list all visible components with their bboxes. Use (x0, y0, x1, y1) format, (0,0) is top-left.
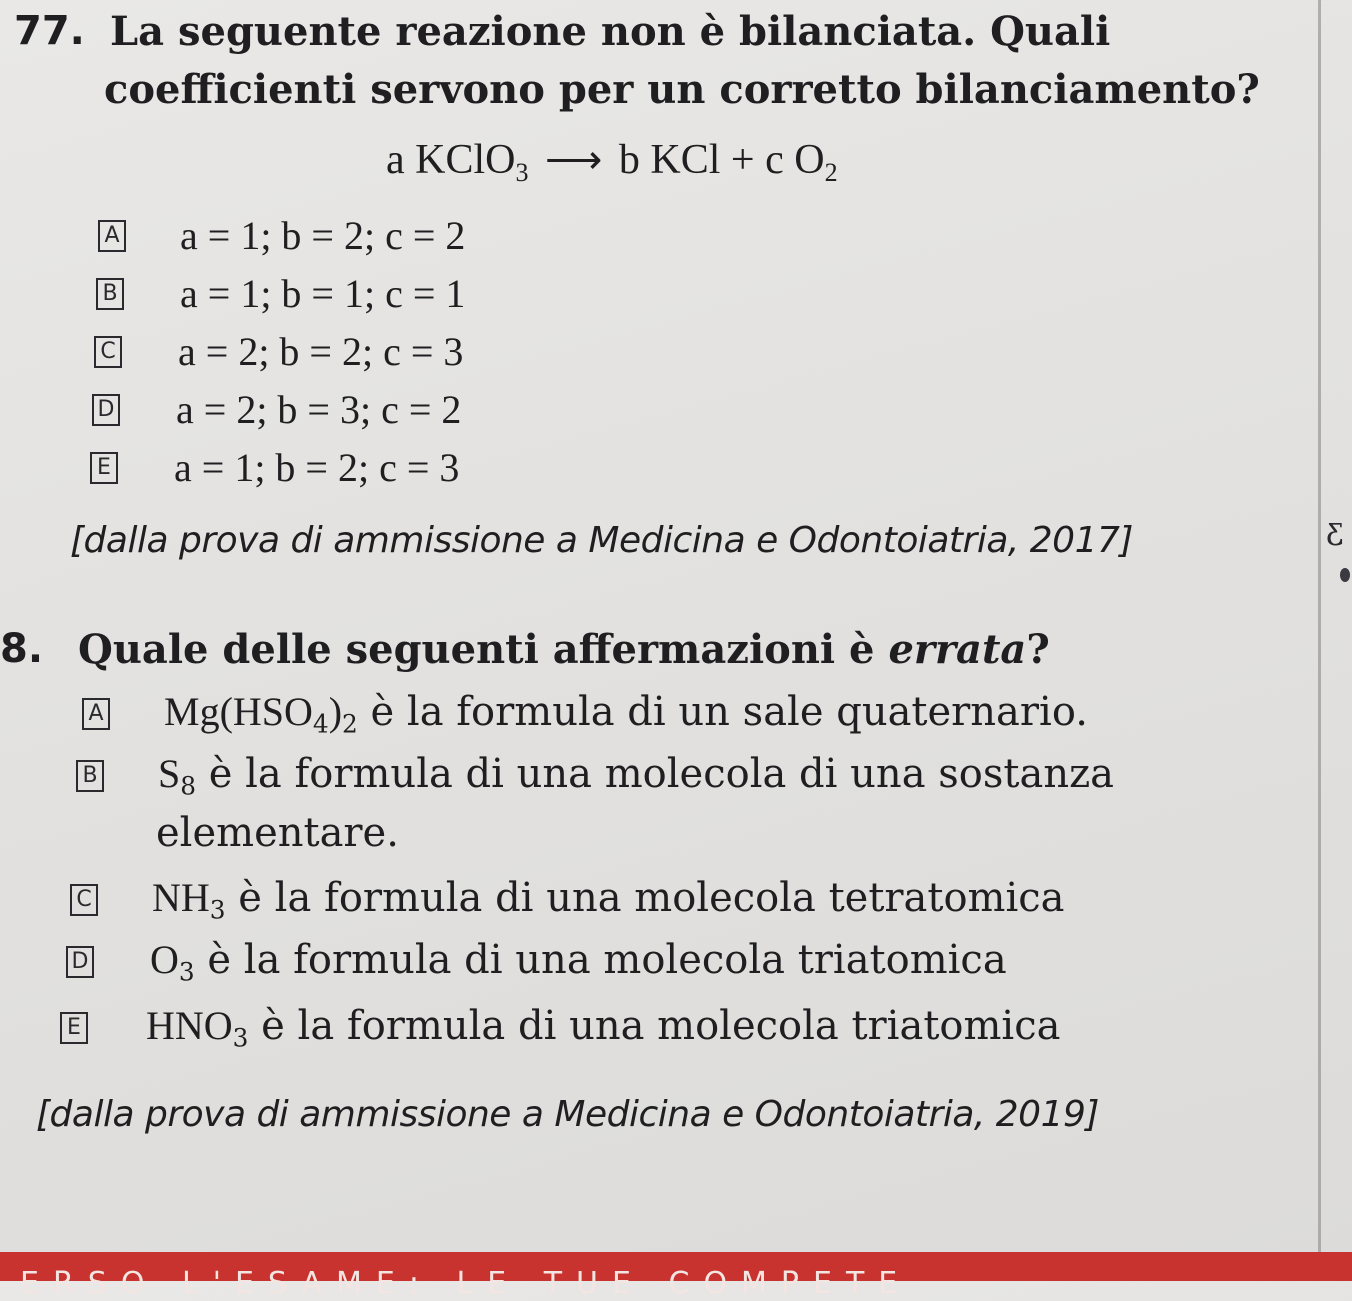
option-text (150, 936, 1007, 987)
option-text-line2: elementare. (156, 810, 399, 856)
reactant-formula: KClO (415, 137, 516, 183)
margin-mark: ƹ (1326, 512, 1343, 547)
q78-source: [dalla prova di ammissione a Medicina e Odontoiatria, 2019] (36, 1094, 1099, 1135)
option-letter-box[interactable]: E (60, 1012, 88, 1044)
option-letter-box[interactable]: A (82, 698, 110, 730)
coef-c: c (765, 137, 784, 183)
option-letter-box[interactable]: E (90, 452, 118, 484)
reaction-arrow-icon: ⟶ (545, 137, 603, 182)
formula: Mg(HSO (164, 689, 313, 734)
formula-subscript: 3 (232, 1023, 249, 1053)
option-text: a = 1; b = 1; c = 1 (180, 271, 466, 316)
formula: HNO (146, 1003, 233, 1048)
formula-subscript: 4 (312, 709, 329, 739)
option-letter-box[interactable]: B (96, 278, 124, 310)
statement: è la formula di una molecola triatomica (194, 937, 1007, 983)
option-text: a = 2; b = 2; c = 3 (178, 329, 464, 374)
question-77-stem-line1: La seguente reazione non è bilanciata. Quali (110, 8, 1111, 55)
option-letter-box[interactable]: C (70, 884, 98, 916)
option-text: a = 1; b = 2; c = 2 (180, 213, 466, 258)
option-text (158, 750, 1114, 801)
statement: è la formula di una molecola triatomica (248, 1003, 1061, 1049)
option-text (146, 1002, 1061, 1053)
option-text: a = 1; b = 2; c = 3 (174, 445, 460, 490)
option-letter-box[interactable]: B (76, 760, 104, 792)
page-edge-divider (1318, 0, 1321, 1281)
formula: S (158, 751, 181, 796)
statement: è la formula di una molecola di una sostanza (196, 751, 1114, 797)
product2-subscript: 2 (824, 157, 838, 187)
margin-dot (1340, 568, 1350, 582)
option-letter-box[interactable]: C (94, 336, 122, 368)
coef-a: a (386, 137, 405, 183)
formula-subscript: 3 (209, 895, 226, 925)
option-text: a = 2; b = 3; c = 2 (176, 387, 462, 432)
stem-text: Quale delle seguenti affermazioni è (78, 626, 889, 673)
option-letter-box[interactable]: A (98, 220, 126, 252)
formula-subscript: 2 (342, 709, 358, 739)
product1-formula: KCl (650, 137, 721, 183)
question-78-stem (78, 626, 1050, 673)
plus-sign: + (730, 137, 755, 183)
formula-close: ) (328, 689, 343, 734)
option-letter-box[interactable]: D (92, 394, 120, 426)
statement: è la formula di un sale quaternario. (357, 689, 1088, 735)
product2-formula: O (794, 137, 825, 183)
reaction-equation (386, 136, 838, 187)
question-78-number: 8. (0, 626, 44, 672)
question-77-stem-line2: coefficienti servono per un corretto bilanciamento? (104, 66, 1260, 113)
footer-partial-text: ERSO L'ESAME: LE TUE COMPETE (20, 1266, 912, 1301)
formula: NH (152, 875, 210, 920)
formula-subscript: 3 (178, 957, 195, 987)
option-text (164, 688, 1088, 739)
option-text (152, 874, 1065, 925)
coef-b: b (618, 137, 640, 183)
formula-subscript: 8 (180, 771, 197, 801)
formula: O (150, 937, 179, 982)
option-letter-box[interactable]: D (66, 946, 94, 978)
stem-question-mark: ? (1026, 626, 1050, 673)
question-77-number: 77. (14, 8, 85, 54)
q77-source: [dalla prova di ammissione a Medicina e Odontoiatria, 2017] (70, 520, 1133, 561)
stem-italic-word: errata (888, 626, 1027, 673)
reactant-subscript: 3 (515, 157, 529, 187)
statement: è la formula di una molecola tetratomica (225, 875, 1065, 921)
